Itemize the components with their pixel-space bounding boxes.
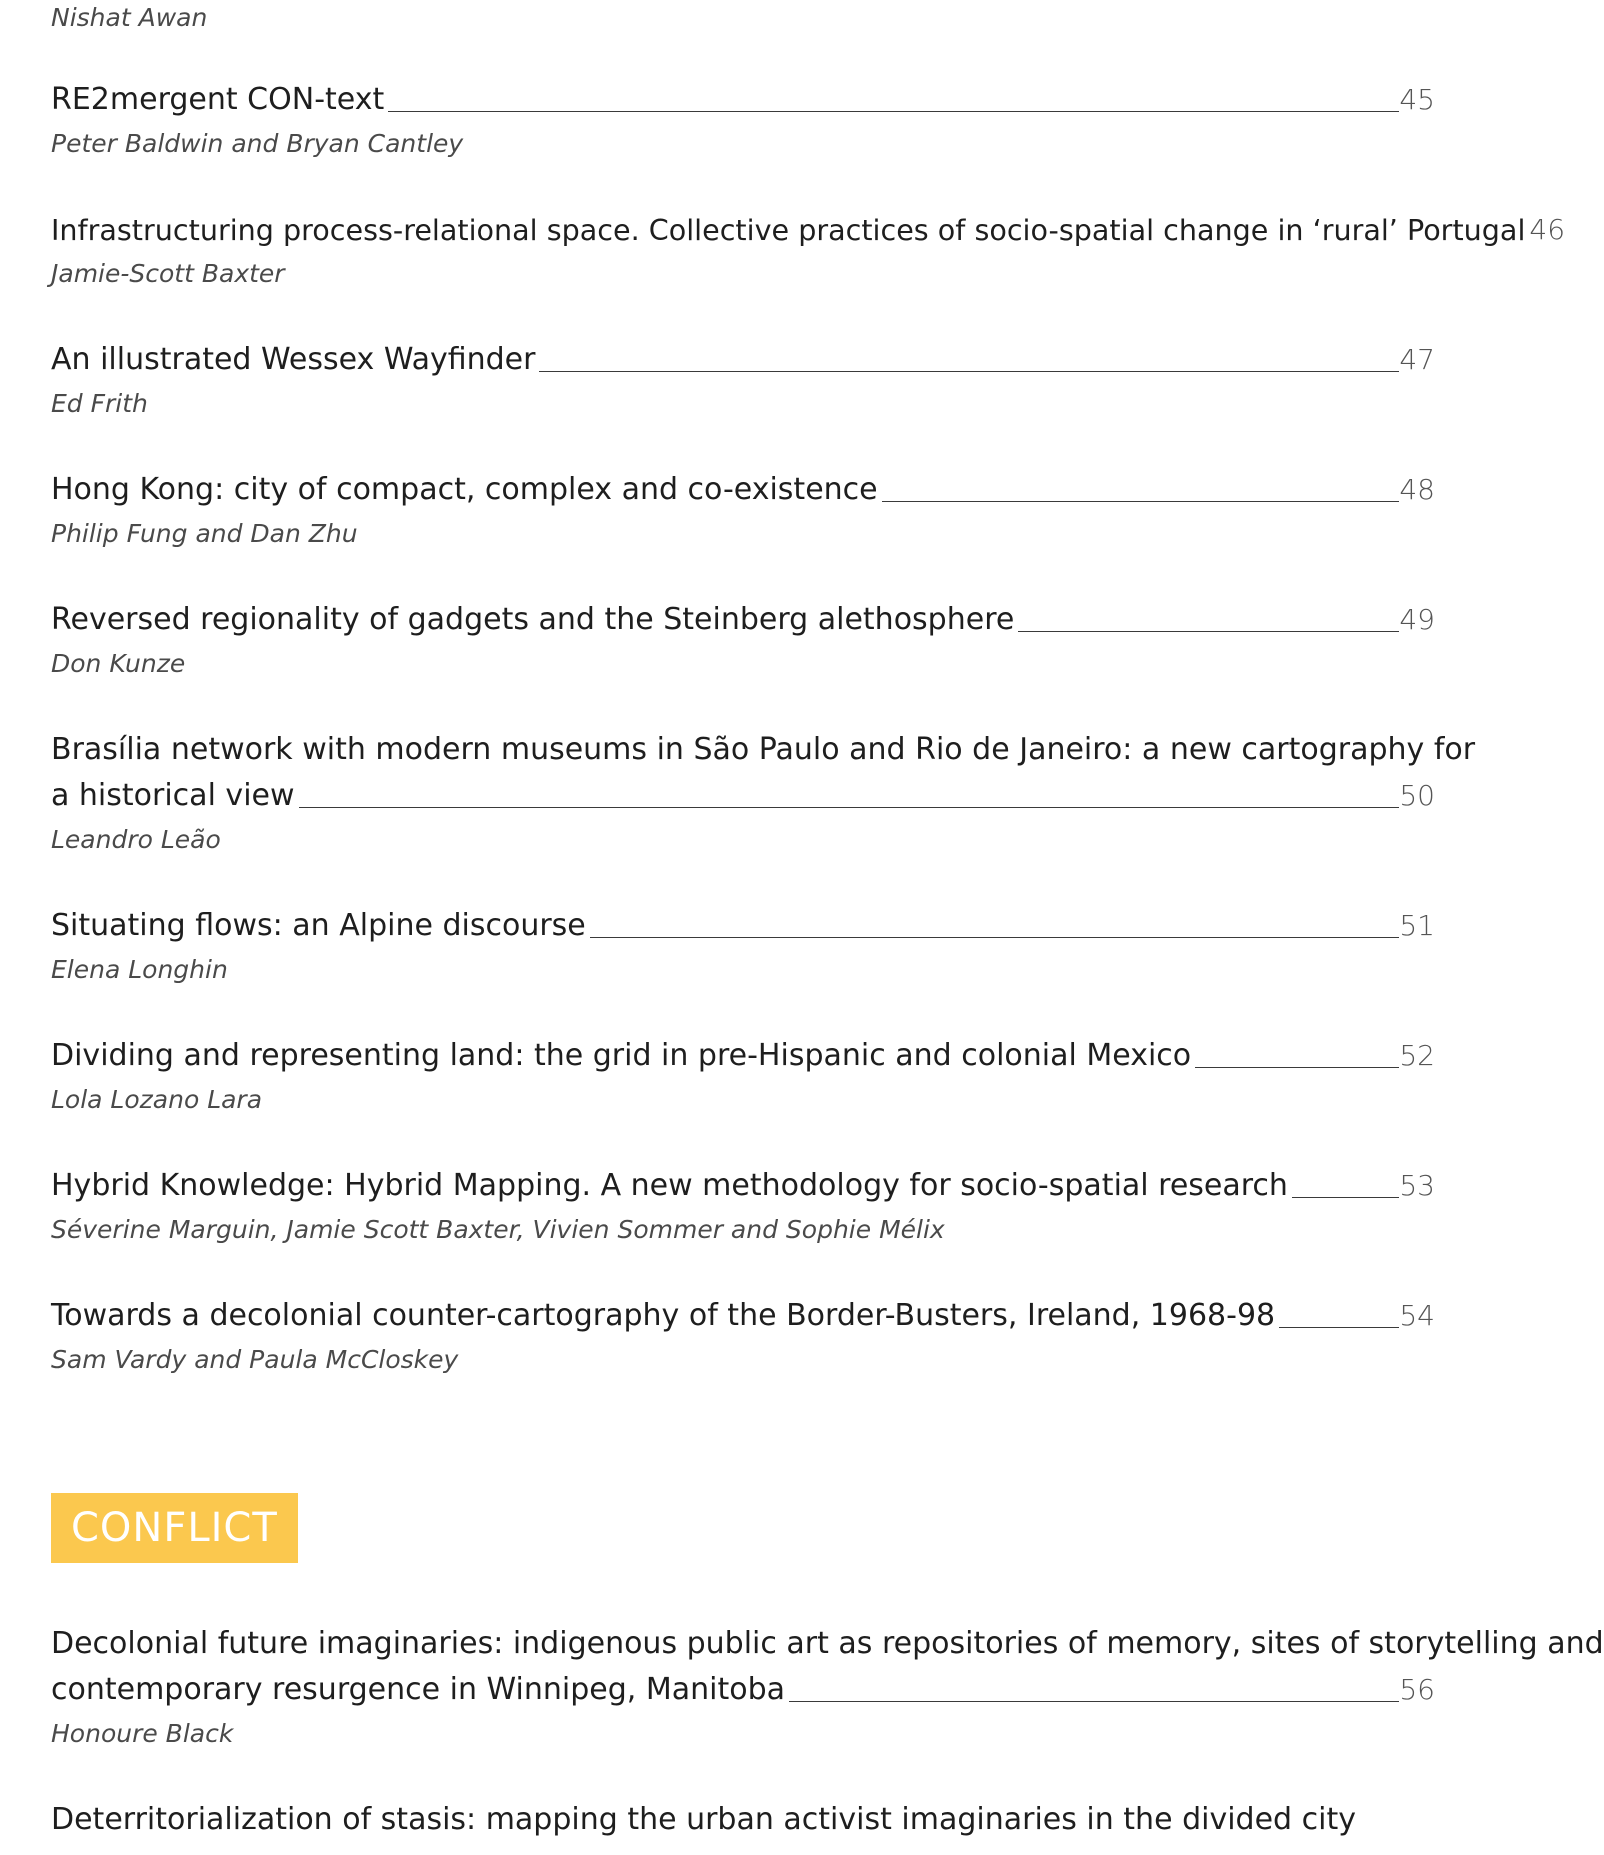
page-number[interactable]: 56 [1399,1673,1435,1706]
entry-title-row[interactable] [51,903,1435,949]
entry-author: Nishat Awan [51,3,208,32]
page-number[interactable]: 46 [1529,213,1566,246]
toc-entry[interactable] [51,1033,1435,1117]
toc-entry[interactable] [51,903,1435,987]
page-number[interactable]: 53 [1399,1169,1435,1202]
page-number[interactable]: 47 [1399,343,1435,376]
entry-title[interactable]: Situating flows: an Alpine discourse [51,908,586,943]
page-number[interactable]: 48 [1399,473,1435,506]
toc-entry[interactable] [51,1621,1604,1751]
entry-title[interactable]: An illustrated Wessex Wayfinder [51,342,536,377]
dot-leader [1292,1196,1399,1198]
toc-entry[interactable] [51,207,1566,291]
entry-author: Séverine Marguin, Jamie Scott Baxter, Vivien Sommer and Sophie Mélix [51,1215,945,1244]
dot-leader [539,370,1399,372]
entry-title-row[interactable] [51,207,1566,253]
toc-entry[interactable] [51,1293,1435,1377]
entry-title[interactable]: RE2mergent CON-text [51,82,385,117]
entry-title-row[interactable] [51,597,1435,643]
entry-title-row[interactable] [51,1163,1435,1209]
page-number[interactable]: 51 [1399,909,1435,942]
page-number[interactable]: 52 [1399,1039,1435,1072]
entry-author: Lola Lozano Lara [51,1085,263,1114]
page-number[interactable]: 50 [1399,779,1435,812]
entry-title-line1[interactable]: Brasília network with modern museums in São Paulo and Rio de Janeiro: a new cartography for [51,732,1476,767]
entry-title-row[interactable] [51,467,1435,513]
entry-title-row[interactable] [51,1667,1435,1713]
entry-title[interactable]: Towards a decolonial counter-cartography of the Border-Busters, Ireland, 1968-98 [51,1298,1276,1333]
entry-title-row[interactable] [51,773,1435,819]
toc-entry[interactable] [51,1163,1435,1247]
entry-title[interactable]: Hong Kong: city of compact, complex and co-existence [51,472,878,507]
entry-title-line1[interactable]: Decolonial future imaginaries: indigenous public art as repositories of memory, sites of storytelling and [51,1626,1604,1661]
entry-title[interactable]: Infrastructuring process-relational space. Collective practices of socio-spatial change in ‘rural’ Portugal [51,213,1526,247]
entry-title-line1[interactable]: Deterritorialization of stasis: mapping the urban activist imaginaries in the divided city [51,1802,1356,1837]
toc-entry[interactable] [51,77,1435,161]
entry-author: Philip Fung and Dan Zhu [51,519,358,548]
entry-author: Leandro Leão [51,825,221,854]
entry-title[interactable]: Reversed regionality of gadgets and the Steinberg alethosphere [51,602,1015,637]
dot-leader [1279,1326,1399,1328]
toc-entry[interactable] [51,467,1435,551]
entry-title-row[interactable] [51,1293,1435,1339]
dot-leader [590,936,1400,938]
entry-title-row[interactable] [51,77,1435,123]
entry-author: Sam Vardy and Paula McCloskey [51,1345,459,1374]
entry-author: Peter Baldwin and Bryan Cantley [51,129,464,158]
entry-title-line2[interactable]: contemporary resurgence in Winnipeg, Manitoba [51,1672,785,1707]
entry-title-row[interactable] [51,337,1435,383]
entry-author: Jamie-Scott Baxter [51,259,285,288]
dot-leader [1195,1066,1399,1068]
entry-title[interactable]: Dividing and representing land: the grid in pre-Hispanic and colonial Mexico [51,1038,1192,1073]
entry-author: Don Kunze [51,649,186,678]
dot-leader [1018,630,1399,632]
entry-author: Ed Frith [51,389,148,418]
page-number[interactable]: 54 [1399,1299,1435,1332]
entry-title[interactable]: Hybrid Knowledge: Hybrid Mapping. A new methodology for socio-spatial research [51,1168,1288,1203]
entry-title-row[interactable] [51,1033,1435,1079]
dot-leader [882,500,1400,502]
toc-entry[interactable] [51,597,1435,681]
entry-author: Honoure Black [51,1719,234,1748]
page-number[interactable]: 45 [1399,83,1435,116]
entry-title-line2[interactable]: a historical view [51,778,295,813]
toc-entry[interactable] [51,727,1476,857]
dot-leader [789,1700,1399,1702]
page-number[interactable]: 49 [1399,603,1435,636]
table-of-contents [51,0,1604,1855]
toc-entry[interactable] [51,337,1435,421]
toc-entry[interactable] [51,1797,1435,1843]
dot-leader [299,806,1400,808]
section-label-conflict: CONFLICT [51,1493,298,1563]
dot-leader [388,110,1399,112]
entry-author: Elena Longhin [51,955,228,984]
